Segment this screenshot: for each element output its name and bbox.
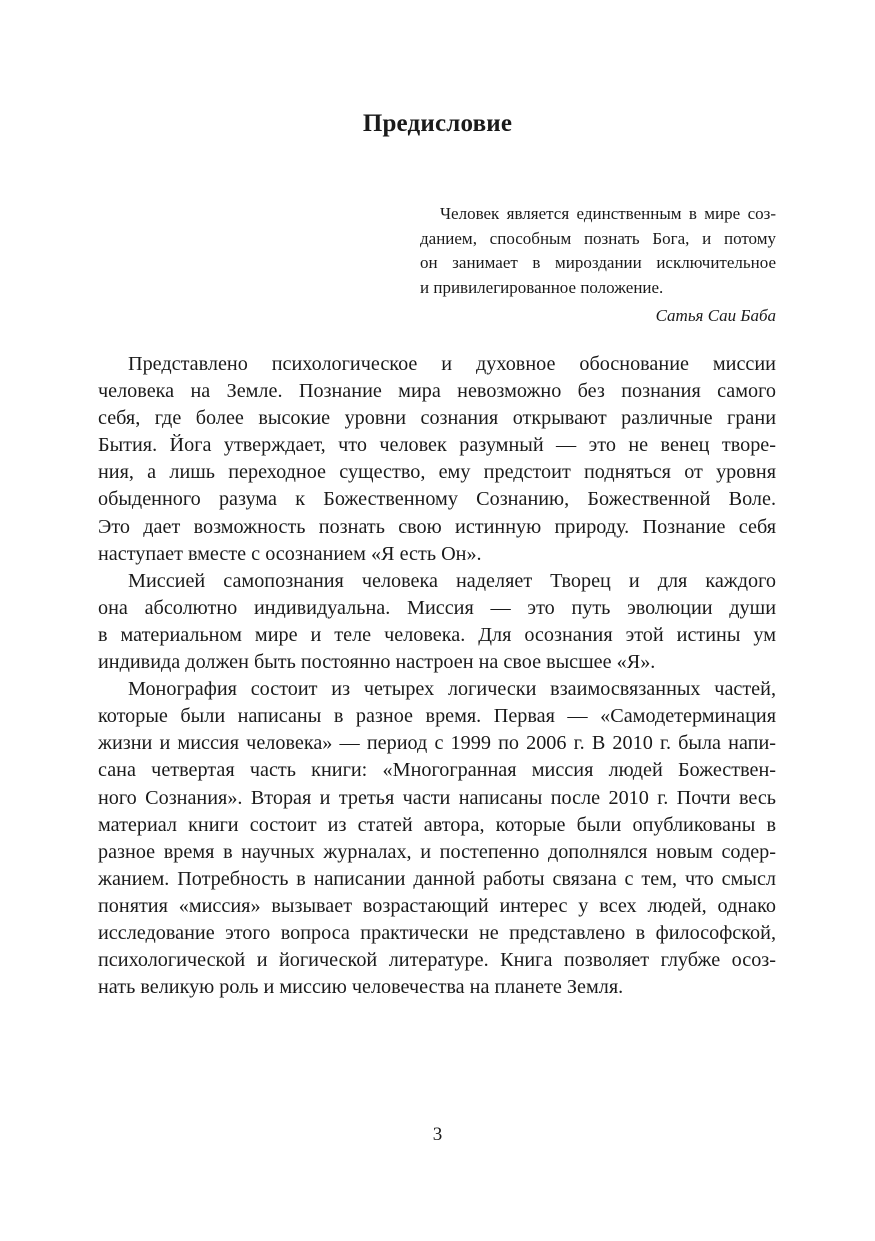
text-line: разное время в научных журналах, и постепенно дополнялся новым содер- [98,840,776,863]
epigraph [420,202,776,329]
text-line: человека на Земле. Познание мира невозможно без познания самого [98,380,776,403]
epigraph-line: Человек является единственным в мире соз- [440,204,776,223]
text-line: Представлено психологическое и духовное обоснование миссии [128,353,776,375]
text-line: Монография состоит из четырех логически взаимосвязанных частей, [128,678,776,701]
text-line: обыденного разума к Божественному Сознанию, Божественной Воле. [98,488,776,511]
text-line: Миссией самопознания человека наделяет Творец и для каждого [128,569,776,592]
text-line: ния, а лишь переходное существо, ему предстоит подняться от уровня [98,461,776,484]
epigraph-line: данием, способным познать Бога, и потому [420,228,776,248]
text-line: ного Сознания». Вторая и третья части написаны после 2010 г. Почти весь [98,786,776,809]
paragraph-3 [98,676,776,1001]
text-line: наступает вместе с осознанием «Я есть Он». [98,542,482,565]
text-line: себя, где более высокие уровни сознания открывают различные грани [98,407,776,430]
page-number: 3 [432,1124,443,1145]
text-line: Бытия. Йога утверждает, что человек разумный — это не венец творе- [98,434,776,457]
text-line: понятия «миссия» вызывает возрастающий интерес у всех людей, однако [98,894,776,917]
text-line: Это дает возможность познать свою истинную природу. Познание себя [98,515,776,538]
epigraph-line: он занимает в мироздании исключительное [420,253,776,272]
text-line: исследование этого вопроса практически не представлено в философской, [98,921,776,944]
text-line: психологической и йогической литературе. Книга позволяет глубже осоз- [98,949,776,972]
body-text [98,351,776,1001]
text-line: жизни и миссия человека» — период с 1999 по 2006 г. В 2010 г. была напи- [98,732,776,755]
paragraph-1 [98,351,776,568]
epigraph-quote [420,202,776,300]
text-line: она абсолютно индивидуальна. Миссия — это путь эволюции души [98,596,776,619]
text-line: нать великую роль и миссию человечества на планете Земля. [98,976,624,999]
text-line: сана четвертая часть книги: «Многогранная миссия людей Божествен- [98,759,776,782]
epigraph-author: Сатья Саи Баба [655,306,776,325]
text-line: жанием. Потребность в написании данной работы связана с тем, что смысл [98,867,776,890]
text-line: материал книги состоит из статей автора, которые были опубликованы в [98,813,776,836]
page-title: Предисловие [362,110,513,137]
text-line: индивида должен быть постоянно настроен на свое высшее «Я». [98,651,656,674]
paragraph-2 [98,568,776,676]
text-line: в материальном мире и теле человека. Для осознания этой истины ум [98,623,776,646]
text-line: которые были написаны в разное время. Первая — «Самодетерминация [98,705,776,728]
epigraph-line: и привилегированное положение. [420,277,664,297]
